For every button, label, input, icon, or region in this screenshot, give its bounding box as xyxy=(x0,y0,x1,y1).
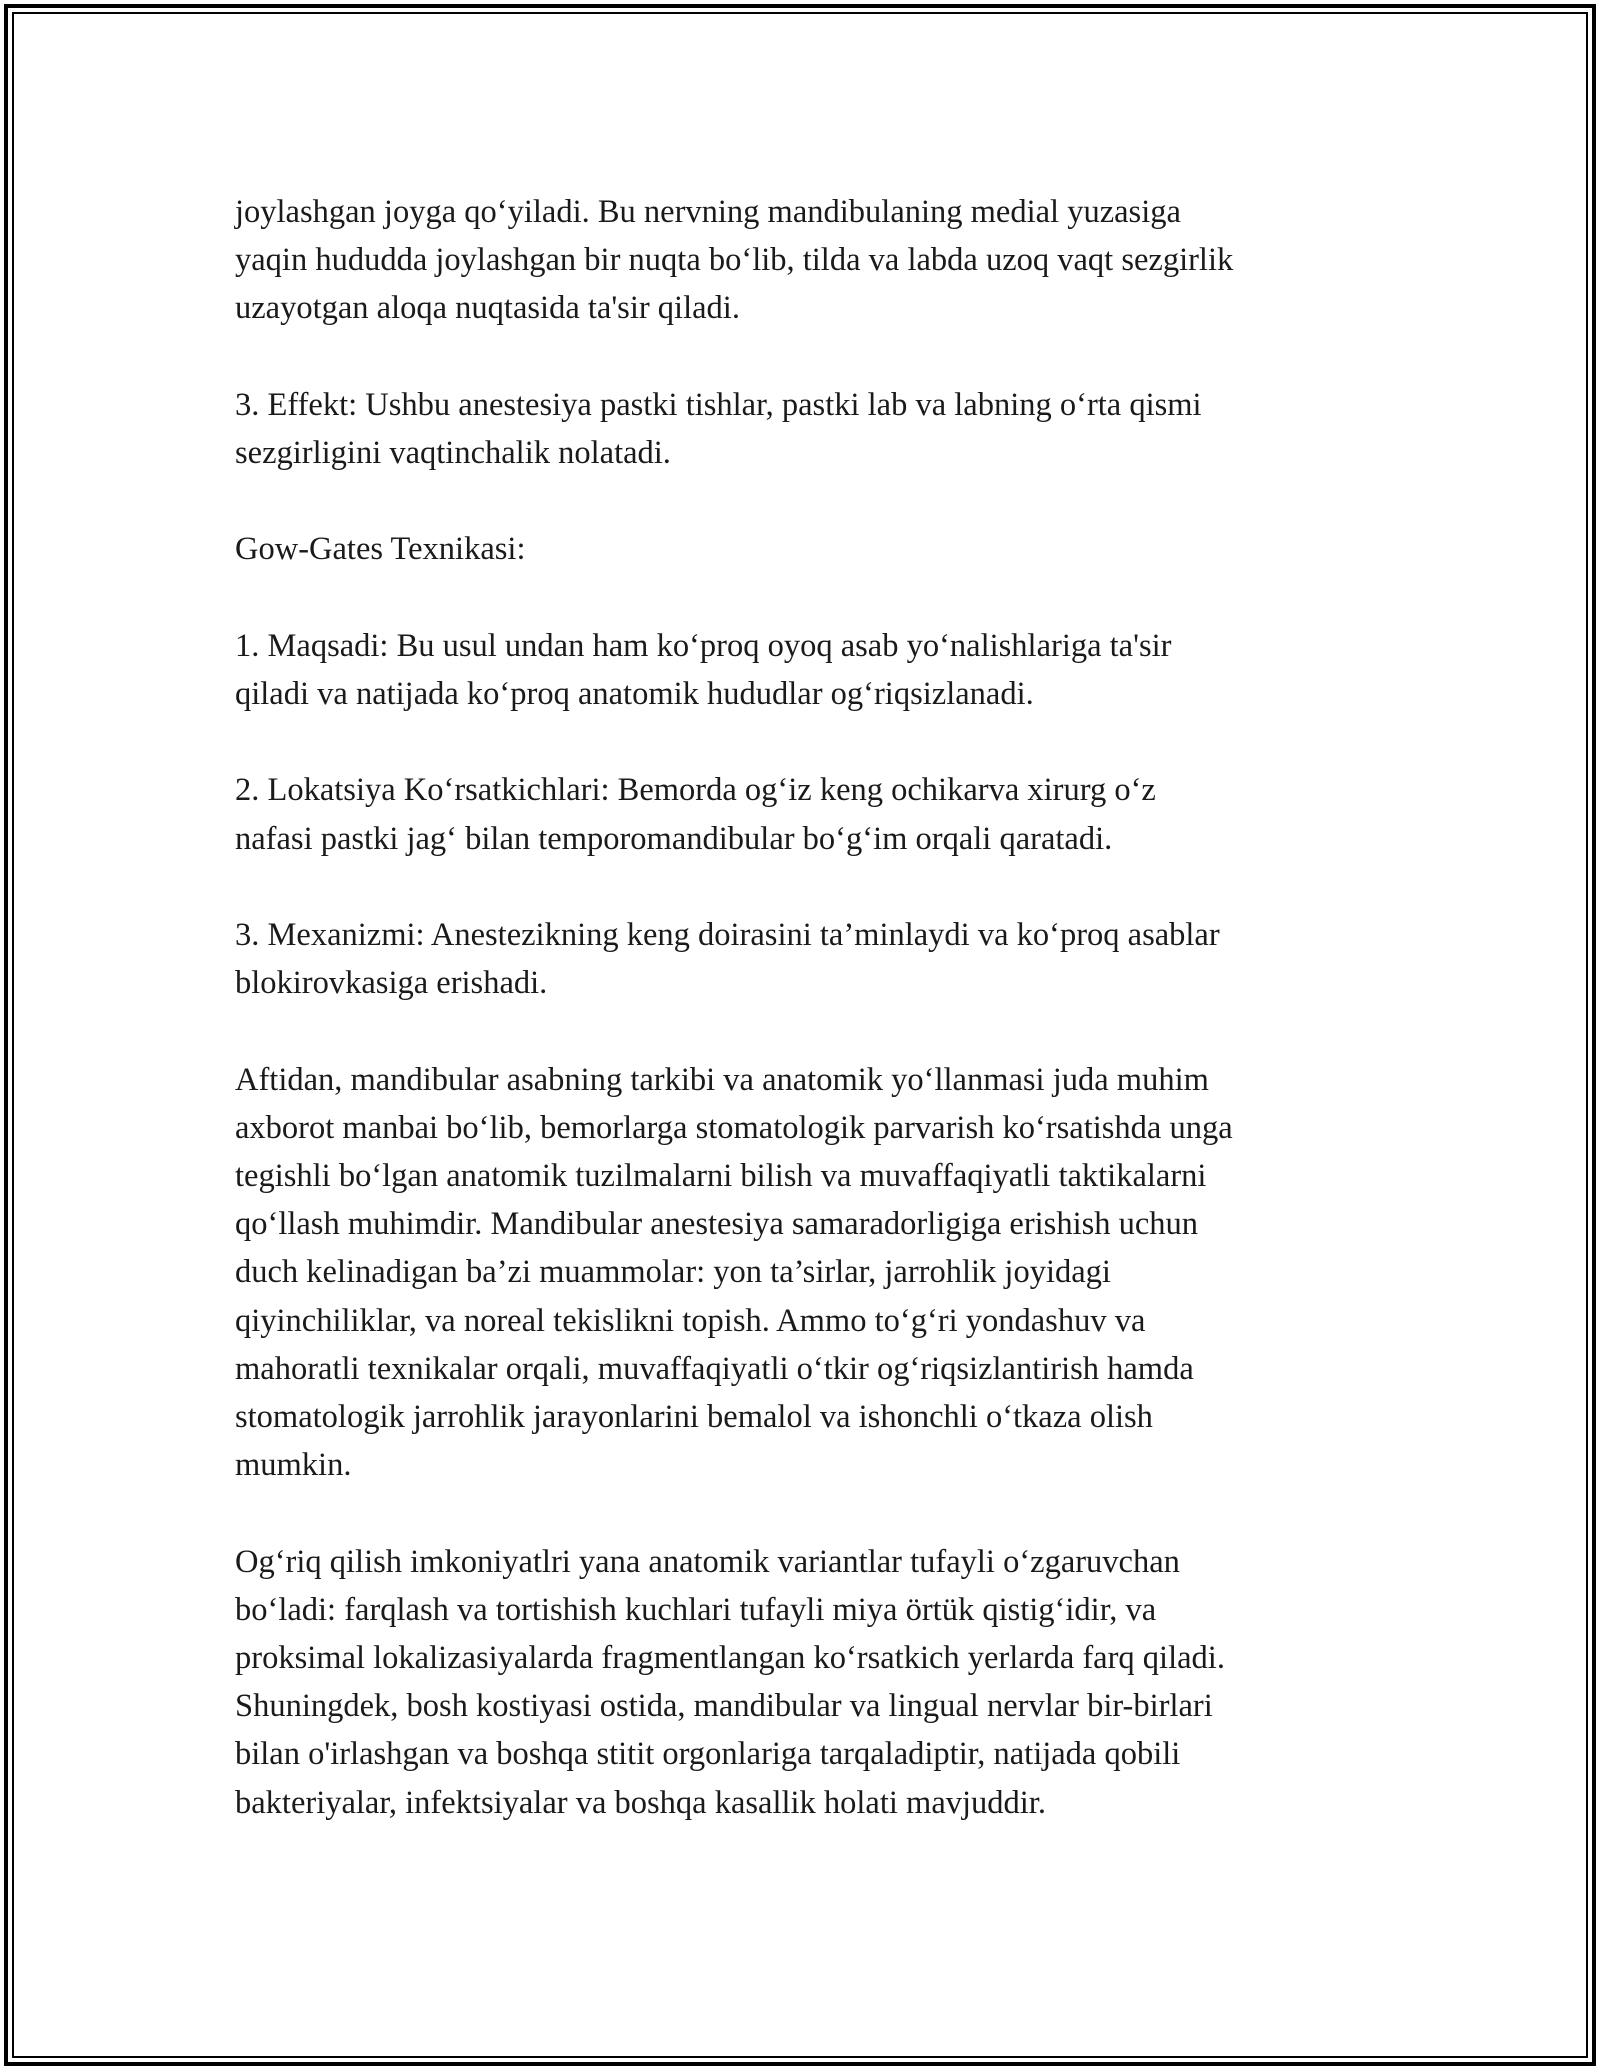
text-line: 3. Mexanizmi: Anestezikning keng doirasini ta’minlaydi va ko‘proq asablar xyxy=(235,916,1220,953)
text-line: stomatologik jarrohlik jarayonlarini bemalol va ishonchli o‘tkaza olish xyxy=(235,1398,1153,1435)
text-line: 3. Effekt: Ushbu anestesiya pastki tishlar, pastki lab va labning o‘rta qismi xyxy=(235,386,1202,423)
paragraph xyxy=(235,622,1365,718)
text-line: bilan o'irlashgan va boshqa stitit orgonlariga tarqaladiptir, natijada qobili xyxy=(235,1736,1181,1773)
text-line: 1. Maqsadi: Bu usul undan ham ko‘proq oyoq asab yo‘nalishlariga ta'sir xyxy=(235,627,1172,664)
text-line: Gow-Gates Texnikasi: xyxy=(235,531,526,568)
text-line: Aftidan, mandibular asabning tarkibi va anatomik yo‘llanmasi juda muhim xyxy=(235,1061,1209,1098)
text-line: proksimal lokalizasiyalarda fragmentlangan ko‘rsatkich yerlarda farq qiladi. xyxy=(235,1639,1225,1676)
text-line: qiyinchiliklar, va noreal tekislikni topish. Ammo to‘g‘ri yondashuv va xyxy=(235,1302,1146,1339)
text-line: bo‘ladi: farqlash va tortishish kuchlari tufayli miya örtük qistig‘idir, va xyxy=(235,1591,1157,1628)
text-line: sezgirligini vaqtinchalik nolatadi. xyxy=(235,435,671,471)
text-line: yaqin hududda joylashgan bir nuqta bo‘lib, tilda va labda uzoq vaqt sezgirlik xyxy=(235,242,1234,279)
text-line: uzayotgan aloqa nuqtasida ta'sir qiladi. xyxy=(235,290,740,327)
text-line: nafasi pastki jag‘ bilan temporomandibular bo‘g‘im orqali qaratadi. xyxy=(235,820,1113,857)
paragraph xyxy=(235,911,1365,1007)
paragraph xyxy=(235,766,1365,862)
text-line: duch kelinadigan ba’zi muammolar: yon ta’sirlar, jarrohlik joyidagi xyxy=(235,1254,1111,1291)
text-line: Shuningdek, bosh kostiyasi ostida, mandibular va lingual nervlar bir-birlari xyxy=(235,1688,1213,1725)
text-line: qo‘llash muhimdir. Mandibular anestesiya samaradorligiga erishish uchun xyxy=(235,1206,1199,1243)
paragraph xyxy=(235,1538,1365,1827)
text-line: 2. Lokatsiya Ko‘rsatkichlari: Bemorda og‘iz keng ochikarva xirurg o‘z xyxy=(235,772,1156,809)
text-line: Og‘riq qilish imkoniyatlri yana anatomik variantlar tufayli o‘zgaruvchan xyxy=(235,1543,1180,1580)
text-line: joylashgan joyga qo‘yiladi. Bu nervning mandibulaning medial yuzasiga xyxy=(235,194,1181,230)
text-line: bakteriyalar, infektsiyalar va boshqa kasallik holati mavjuddir. xyxy=(235,1784,1046,1821)
text-line: qiladi va natijada ko‘proq anatomik hududlar og‘riqsizlanadi. xyxy=(235,675,1034,712)
text-line: axborot manbai bo‘lib, bemorlarga stomatologik parvarish ko‘rsatishda unga xyxy=(235,1109,1233,1146)
paragraph xyxy=(235,525,1365,573)
document-body xyxy=(235,188,1365,1827)
text-line: mahoratli texnikalar orqali, muvaffaqiyatli o‘tkir og‘riqsizlantirish hamda xyxy=(235,1350,1194,1387)
paragraph xyxy=(235,381,1365,477)
text-line: tegishli bo‘lgan anatomik tuzilmalarni bilish va muvaffaqiyatli taktikalarni xyxy=(235,1157,1207,1194)
text-line: mumkin. xyxy=(235,1447,352,1484)
paragraph xyxy=(235,1056,1365,1490)
text-line: blokirovkasiga erishadi. xyxy=(235,965,548,1002)
paragraph xyxy=(235,188,1365,333)
